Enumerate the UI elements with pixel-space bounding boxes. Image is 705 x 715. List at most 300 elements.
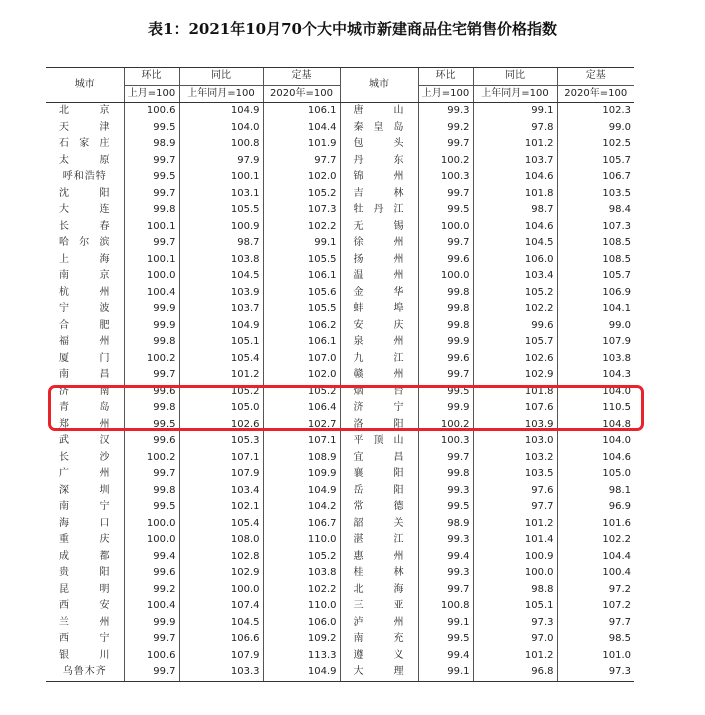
city-name: 宜 昌: [340, 450, 418, 467]
base-value: 102.3: [557, 103, 634, 120]
mom-value: 100.8: [418, 598, 473, 615]
yoy-value: 102.6: [179, 417, 263, 434]
city-name: 长 沙: [59, 451, 111, 463]
base-value: 104.4: [557, 549, 634, 566]
yoy-value: 103.7: [179, 301, 263, 318]
yoy-value: 100.0: [179, 582, 263, 599]
yoy-value: 102.6: [473, 351, 557, 368]
header-mom-base: 上月=100: [418, 85, 473, 103]
city-name: 九 江: [340, 351, 418, 368]
city-name: 蚌 埠: [340, 301, 418, 318]
city-name: 湛 江: [340, 532, 418, 549]
mom-value: 99.8: [418, 466, 473, 483]
base-value: 106.0: [263, 615, 340, 632]
yoy-value: 105.4: [179, 516, 263, 533]
city-name: 长 春: [59, 220, 111, 232]
table-row: [46, 384, 634, 401]
mom-value: 99.7: [124, 153, 179, 170]
base-value: 104.0: [557, 433, 634, 450]
city-name: 大 理: [340, 664, 418, 681]
yoy-value: 106.6: [179, 631, 263, 648]
header-base: 定基: [557, 68, 634, 86]
mom-value: 99.2: [418, 120, 473, 137]
city-name: 天 津: [59, 121, 111, 133]
mom-value: 100.2: [124, 351, 179, 368]
city-name: 烟 台: [340, 384, 418, 401]
base-value: 106.1: [263, 334, 340, 351]
base-value: 108.5: [557, 252, 634, 269]
mom-value: 99.9: [124, 615, 179, 632]
mom-value: 99.5: [124, 499, 179, 516]
yoy-value: 103.3: [179, 664, 263, 681]
yoy-value: 104.6: [473, 219, 557, 236]
city-name: 济 宁: [340, 400, 418, 417]
header-mom: 环比: [124, 68, 179, 86]
base-value: 103.8: [557, 351, 634, 368]
mom-value: 99.5: [124, 417, 179, 434]
mom-value: 99.9: [124, 301, 179, 318]
mom-value: 99.5: [418, 384, 473, 401]
mom-value: 99.4: [124, 549, 179, 566]
mom-value: 99.8: [124, 400, 179, 417]
mom-value: 99.7: [124, 367, 179, 384]
mom-value: 99.6: [124, 384, 179, 401]
mom-value: 99.7: [124, 664, 179, 681]
base-value: 98.1: [557, 483, 634, 500]
base-value: 108.9: [263, 450, 340, 467]
table-row: [46, 565, 634, 582]
base-value: 105.7: [557, 153, 634, 170]
yoy-value: 99.6: [473, 318, 557, 335]
base-value: 106.7: [263, 516, 340, 533]
base-value: 106.9: [557, 285, 634, 302]
base-value: 110.0: [263, 532, 340, 549]
table-row: [46, 483, 634, 500]
header-city: 城市: [46, 68, 124, 103]
city-name: 大 连: [59, 204, 111, 215]
city-name: 泉 州: [340, 334, 418, 351]
city-name: 南 京: [59, 270, 111, 281]
mom-value: 99.5: [124, 120, 179, 137]
city-name: 合 肥: [59, 319, 111, 331]
yoy-value: 105.2: [473, 285, 557, 302]
base-value: 97.7: [263, 153, 340, 170]
mom-value: 99.5: [124, 169, 179, 186]
base-value: 104.3: [557, 367, 634, 384]
base-value: 100.4: [557, 565, 634, 582]
table-row: [46, 499, 634, 516]
base-value: 104.4: [263, 120, 340, 137]
base-value: 102.0: [263, 169, 340, 186]
table-body: [46, 103, 634, 682]
city-name: 宁 波: [59, 303, 111, 314]
table-row: [46, 301, 634, 318]
city-name: 兰 州: [59, 616, 111, 628]
base-value: 108.5: [557, 235, 634, 252]
mom-value: 99.3: [418, 483, 473, 500]
base-value: 99.1: [263, 235, 340, 252]
city-name: 温 州: [340, 268, 418, 285]
yoy-value: 103.5: [473, 466, 557, 483]
mom-value: 99.6: [124, 565, 179, 582]
base-value: 105.2: [263, 186, 340, 203]
base-value: 102.5: [557, 136, 634, 153]
yoy-value: 102.1: [179, 499, 263, 516]
yoy-value: 101.4: [473, 532, 557, 549]
mom-value: 99.7: [418, 235, 473, 252]
base-value: 96.9: [557, 499, 634, 516]
mom-value: 99.1: [418, 664, 473, 681]
city-name: 上 海: [59, 253, 111, 265]
city-name: 西 安: [59, 600, 111, 611]
yoy-value: 102.9: [179, 565, 263, 582]
yoy-value: 107.9: [179, 648, 263, 665]
table-row: [46, 318, 634, 335]
base-value: 104.0: [557, 384, 634, 401]
base-value: 101.9: [263, 136, 340, 153]
mom-value: 99.7: [418, 186, 473, 203]
city-name: 西 宁: [59, 633, 111, 644]
base-value: 107.3: [557, 219, 634, 236]
table-row: [46, 169, 634, 186]
base-value: 103.8: [263, 565, 340, 582]
mom-value: 99.5: [418, 631, 473, 648]
base-value: 102.2: [263, 219, 340, 236]
city-name: 成 都: [59, 550, 111, 562]
mom-value: 99.9: [124, 318, 179, 335]
city-name: 唐 山: [340, 103, 418, 120]
city-name: 广 州: [59, 468, 111, 479]
city-name: 哈 尔 滨: [59, 237, 111, 248]
city-name: 武 汉: [59, 435, 111, 446]
city-name: 济 南: [59, 385, 111, 397]
header-row: [46, 68, 634, 86]
city-name: 牡 丹 江: [340, 202, 418, 219]
base-value: 97.3: [557, 664, 634, 681]
base-value: 101.0: [557, 648, 634, 665]
city-name: 锦 州: [340, 169, 418, 186]
base-value: 109.2: [263, 631, 340, 648]
yoy-value: 97.3: [473, 615, 557, 632]
base-value: 103.5: [557, 186, 634, 203]
mom-value: 99.6: [418, 351, 473, 368]
mom-value: 100.6: [124, 648, 179, 665]
city-name: 徐 州: [340, 235, 418, 252]
mom-value: 99.8: [418, 285, 473, 302]
table-row: [46, 433, 634, 450]
table-row: [46, 532, 634, 549]
mom-value: 100.1: [124, 219, 179, 236]
mom-value: 100.0: [124, 532, 179, 549]
header-base-base: 2020年=100: [263, 85, 340, 103]
base-value: 102.2: [557, 532, 634, 549]
yoy-value: 105.5: [179, 202, 263, 219]
table-row: [46, 417, 634, 434]
header-yoy: 同比: [179, 68, 263, 86]
base-value: 110.0: [263, 598, 340, 615]
table-row: [46, 351, 634, 368]
mom-value: 99.8: [418, 301, 473, 318]
mom-value: 99.7: [124, 466, 179, 483]
yoy-value: 102.8: [179, 549, 263, 566]
city-name: 韶 关: [340, 516, 418, 533]
yoy-value: 104.9: [179, 318, 263, 335]
yoy-value: 100.8: [179, 136, 263, 153]
mom-value: 100.4: [124, 285, 179, 302]
city-name: 丹 东: [340, 153, 418, 170]
city-name: 襄 阳: [340, 466, 418, 483]
table-row: [46, 648, 634, 665]
mom-value: 99.7: [418, 450, 473, 467]
city-name: 青 岛: [59, 402, 111, 413]
city-name: 北 海: [340, 582, 418, 599]
city-name: 桂 林: [340, 565, 418, 582]
base-value: 107.2: [557, 598, 634, 615]
mom-value: 99.5: [418, 499, 473, 516]
mom-value: 98.9: [124, 136, 179, 153]
yoy-value: 103.7: [473, 153, 557, 170]
base-value: 107.0: [263, 351, 340, 368]
yoy-value: 101.8: [473, 384, 557, 401]
yoy-value: 105.7: [473, 334, 557, 351]
city-name: 昆 明: [59, 583, 111, 595]
mom-value: 99.7: [124, 186, 179, 203]
yoy-value: 101.2: [473, 648, 557, 665]
yoy-value: 98.8: [473, 582, 557, 599]
base-value: 109.9: [263, 466, 340, 483]
yoy-value: 99.1: [473, 103, 557, 120]
yoy-value: 100.0: [473, 565, 557, 582]
city-name: 秦 皇 岛: [340, 120, 418, 137]
base-value: 98.5: [557, 631, 634, 648]
header-base-base: 2020年=100: [557, 85, 634, 103]
yoy-value: 103.9: [473, 417, 557, 434]
mom-value: 100.0: [418, 219, 473, 236]
base-value: 106.4: [263, 400, 340, 417]
city-name: 常 德: [340, 499, 418, 516]
header-yoy-base: 上年同月=100: [473, 85, 557, 103]
city-name: 银 川: [59, 649, 111, 661]
city-name: 贵 阳: [59, 567, 111, 578]
city-name: 包 头: [340, 136, 418, 153]
yoy-value: 104.6: [473, 169, 557, 186]
mom-value: 100.3: [418, 169, 473, 186]
header-yoy: 同比: [473, 68, 557, 86]
base-value: 102.7: [263, 417, 340, 434]
table-row: [46, 235, 634, 252]
base-value: 105.6: [263, 285, 340, 302]
yoy-value: 103.2: [473, 450, 557, 467]
city-name: 南 充: [340, 631, 418, 648]
yoy-value: 103.0: [473, 433, 557, 450]
yoy-value: 97.8: [473, 120, 557, 137]
table-row: [46, 186, 634, 203]
city-name: 平 顶 山: [340, 433, 418, 450]
base-value: 105.0: [557, 466, 634, 483]
base-value: 102.0: [263, 367, 340, 384]
yoy-value: 104.9: [179, 103, 263, 120]
mom-value: 99.3: [418, 532, 473, 549]
header-yoy-base: 上年同月=100: [179, 85, 263, 103]
yoy-value: 96.8: [473, 664, 557, 681]
table-row: [46, 268, 634, 285]
mom-value: 100.6: [124, 103, 179, 120]
table-row: [46, 631, 634, 648]
city-name: 杭 州: [59, 286, 111, 298]
mom-value: 100.0: [418, 268, 473, 285]
yoy-value: 105.0: [179, 400, 263, 417]
yoy-value: 106.0: [473, 252, 557, 269]
yoy-value: 101.2: [473, 516, 557, 533]
base-value: 105.2: [263, 549, 340, 566]
base-value: 104.9: [263, 483, 340, 500]
yoy-value: 98.7: [473, 202, 557, 219]
base-value: 110.5: [557, 400, 634, 417]
mom-value: 100.1: [124, 252, 179, 269]
base-value: 106.7: [557, 169, 634, 186]
yoy-value: 107.4: [179, 598, 263, 615]
yoy-value: 98.7: [179, 235, 263, 252]
mom-value: 100.2: [124, 450, 179, 467]
yoy-value: 104.5: [179, 268, 263, 285]
yoy-value: 103.4: [179, 483, 263, 500]
mom-value: 99.9: [418, 400, 473, 417]
table-row: [46, 367, 634, 384]
mom-value: 99.2: [124, 582, 179, 599]
yoy-value: 105.1: [179, 334, 263, 351]
table-row: [46, 664, 634, 681]
mom-value: 100.0: [124, 268, 179, 285]
city-name: 厦 门: [59, 352, 111, 364]
city-name: 呼和浩特: [62, 171, 107, 182]
base-value: 105.5: [263, 301, 340, 318]
base-value: 107.1: [263, 433, 340, 450]
mom-value: 99.4: [418, 549, 473, 566]
table-row: [46, 285, 634, 302]
table-title: 表1：2021年10月70个大中城市新建商品住宅销售价格指数: [148, 20, 557, 38]
base-value: 113.3: [263, 648, 340, 665]
mom-value: 99.7: [418, 367, 473, 384]
mom-value: 99.7: [124, 235, 179, 252]
city-name: 扬 州: [340, 252, 418, 269]
base-value: 107.3: [263, 202, 340, 219]
base-value: 97.2: [557, 582, 634, 599]
mom-value: 99.8: [124, 483, 179, 500]
table-row: [46, 549, 634, 566]
city-name: 北 京: [59, 105, 111, 116]
yoy-value: 105.4: [179, 351, 263, 368]
yoy-value: 107.9: [179, 466, 263, 483]
base-value: 105.2: [263, 384, 340, 401]
yoy-value: 97.6: [473, 483, 557, 500]
city-name: 南 宁: [59, 501, 111, 512]
city-name: 福 州: [59, 336, 111, 347]
base-value: 98.4: [557, 202, 634, 219]
yoy-value: 104.0: [179, 120, 263, 137]
mom-value: 99.7: [418, 136, 473, 153]
city-name: 海 口: [59, 517, 111, 529]
city-name: 太 原: [59, 154, 111, 166]
yoy-value: 103.4: [473, 268, 557, 285]
table-row: [46, 120, 634, 137]
yoy-value: 102.9: [473, 367, 557, 384]
base-value: 99.0: [557, 120, 634, 137]
yoy-value: 102.2: [473, 301, 557, 318]
city-name: 安 庆: [340, 318, 418, 335]
city-name: 赣 州: [340, 367, 418, 384]
yoy-value: 104.5: [179, 615, 263, 632]
mom-value: 100.4: [124, 598, 179, 615]
header-mom-base: 上月=100: [124, 85, 179, 103]
mom-value: 99.3: [418, 565, 473, 582]
yoy-value: 105.2: [179, 384, 263, 401]
city-name: 惠 州: [340, 549, 418, 566]
city-name: 泸 州: [340, 615, 418, 632]
base-value: 106.1: [263, 103, 340, 120]
city-name: 洛 阳: [340, 417, 418, 434]
base-value: 104.1: [557, 301, 634, 318]
yoy-value: 103.8: [179, 252, 263, 269]
base-value: 106.1: [263, 268, 340, 285]
mom-value: 99.8: [124, 202, 179, 219]
table-row: [46, 516, 634, 533]
base-value: 106.2: [263, 318, 340, 335]
mom-value: 99.7: [124, 631, 179, 648]
city-name: 无 锡: [340, 219, 418, 236]
city-name: 吉 林: [340, 186, 418, 203]
header-base: 定基: [263, 68, 340, 86]
table-row: [46, 334, 634, 351]
mom-value: 99.3: [418, 103, 473, 120]
base-value: 101.6: [557, 516, 634, 533]
table-row: [46, 136, 634, 153]
base-value: 104.9: [263, 664, 340, 681]
base-value: 105.5: [263, 252, 340, 269]
mom-value: 98.9: [418, 516, 473, 533]
table-row: [46, 466, 634, 483]
yoy-value: 103.1: [179, 186, 263, 203]
yoy-value: 100.1: [179, 169, 263, 186]
mom-value: 99.4: [418, 648, 473, 665]
mom-value: 100.2: [418, 417, 473, 434]
yoy-value: 103.9: [179, 285, 263, 302]
yoy-value: 101.2: [179, 367, 263, 384]
city-name: 金 华: [340, 285, 418, 302]
table-row: [46, 103, 634, 120]
yoy-value: 105.1: [473, 598, 557, 615]
yoy-value: 105.3: [179, 433, 263, 450]
base-value: 105.7: [557, 268, 634, 285]
mom-value: 100.3: [418, 433, 473, 450]
city-name: 南 昌: [59, 369, 111, 380]
city-name: 乌鲁木齐: [46, 664, 124, 681]
table-row: [46, 582, 634, 599]
base-value: 102.2: [263, 582, 340, 599]
yoy-value: 108.0: [179, 532, 263, 549]
mom-value: 99.8: [418, 318, 473, 335]
yoy-value: 97.9: [179, 153, 263, 170]
header-city: 城市: [340, 68, 418, 103]
city-name: 重 庆: [59, 534, 111, 545]
city-name: 遵 义: [340, 648, 418, 665]
table-row: [46, 153, 634, 170]
mom-value: 99.6: [124, 433, 179, 450]
mom-value: 99.9: [418, 334, 473, 351]
mom-value: 99.5: [418, 202, 473, 219]
mom-value: 100.2: [418, 153, 473, 170]
yoy-value: 97.0: [473, 631, 557, 648]
yoy-value: 107.1: [179, 450, 263, 467]
